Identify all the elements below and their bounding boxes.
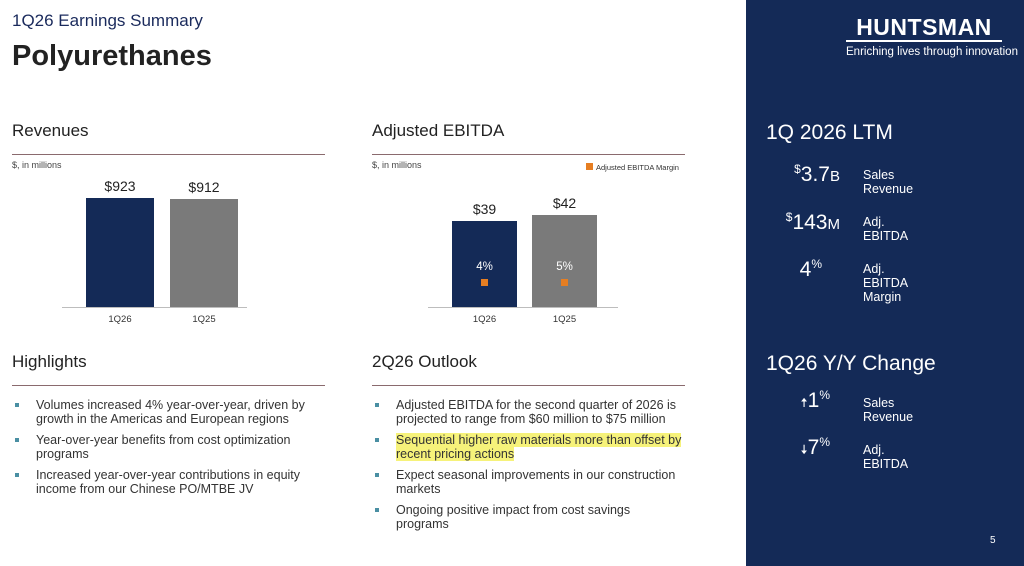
ltm-sales-value: $3.7B — [794, 162, 840, 186]
outlook-item-highlighted — [372, 433, 684, 461]
ebitda-value-label: $42 — [552, 194, 577, 211]
outlook-item: Expect seasonal improvements in our construction markets — [372, 468, 684, 496]
ebitda-title: Adjusted EBITDA — [372, 121, 505, 140]
ltm-ebitda-value: $143M — [785, 210, 840, 234]
ebitda-category-label: 1Q26 — [472, 314, 497, 325]
logo-tagline: Enriching lives through innovation — [846, 46, 1018, 58]
highlights-list — [12, 398, 322, 503]
ebitda-value-label: $39 — [472, 201, 497, 218]
ltm-sales-label: Sales Revenue — [863, 168, 914, 196]
outlook-item: Ongoing positive impact from cost savings programs — [372, 503, 684, 531]
revenue-value-label: $912 — [188, 179, 220, 196]
revenues-unit: $, in millions — [12, 160, 62, 170]
highlights-rule — [12, 385, 325, 386]
ltm-margin-value: 4% — [799, 257, 822, 281]
yoy-ebitda-label: Adj. EBITDA — [863, 443, 909, 471]
logo-underline — [846, 40, 1002, 42]
revenues-title: Revenues — [12, 121, 89, 140]
revenues-rule — [12, 154, 325, 155]
ebitda-margin-marker — [481, 279, 488, 286]
yoy-heading: 1Q26 Y/Y Change — [766, 352, 936, 375]
outlook-list — [372, 398, 684, 538]
revenue-category-label: 1Q26 — [108, 314, 132, 325]
highlight-item: Volumes increased 4% year-over-year, driven by growth in the Americas and European regions — [12, 398, 322, 426]
revenue-category-label: 1Q25 — [192, 314, 216, 325]
page-title: Polyurethanes — [12, 40, 212, 72]
deck-eyebrow: 1Q26 Earnings Summary — [12, 11, 203, 30]
ebitda-rule — [372, 154, 685, 155]
yoy-ebitda-value: 🠇7% — [800, 435, 830, 459]
revenue-bar-1Q26 — [86, 198, 154, 307]
yoy-sales-label: Sales Revenue — [863, 396, 914, 424]
revenue-value-label: $923 — [104, 178, 136, 195]
down-arrow-icon: 🠇 — [800, 442, 808, 457]
page-number: 5 — [990, 535, 996, 546]
yoy-sales-value: 🠅1% — [800, 388, 830, 412]
ebitda-margin-marker — [561, 279, 568, 286]
highlights-title: Highlights — [12, 352, 87, 371]
outlook-title: 2Q26 Outlook — [372, 352, 477, 371]
ebitda-unit: $, in millions — [372, 160, 422, 170]
ebitda-category-label: 1Q25 — [552, 314, 577, 325]
highlight-item: Increased year-over-year contributions in equity income from our Chinese PO/MTBE JV — [12, 468, 322, 496]
outlook-rule — [372, 385, 685, 386]
ebitda-margin-legend-swatch — [586, 163, 593, 170]
highlight-item: Year-over-year benefits from cost optimization programs — [12, 433, 322, 461]
revenue-bar-1Q25 — [170, 199, 238, 307]
ltm-margin-label: Adj. EBITDA Margin — [863, 262, 908, 304]
up-arrow-icon: 🠅 — [800, 395, 808, 410]
ltm-ebitda-label: Adj. EBITDA — [863, 215, 909, 243]
revenue-baseline — [62, 307, 247, 308]
ebitda-margin-label: 4% — [476, 261, 493, 273]
ltm-heading: 1Q 2026 LTM — [766, 121, 893, 144]
ebitda-margin-label: 5% — [556, 261, 573, 273]
ebitda-baseline — [428, 307, 618, 308]
outlook-item: Adjusted EBITDA for the second quarter of 2026 is projected to range from $60 million to $75 million — [372, 398, 684, 426]
highlighted-text: Sequential higher raw materials more than offset by recent pricing actions — [396, 433, 682, 461]
huntsman-logo: HUNTSMAN — [856, 14, 992, 40]
ebitda-margin-legend-label: Adjusted EBITDA Margin — [596, 163, 679, 172]
